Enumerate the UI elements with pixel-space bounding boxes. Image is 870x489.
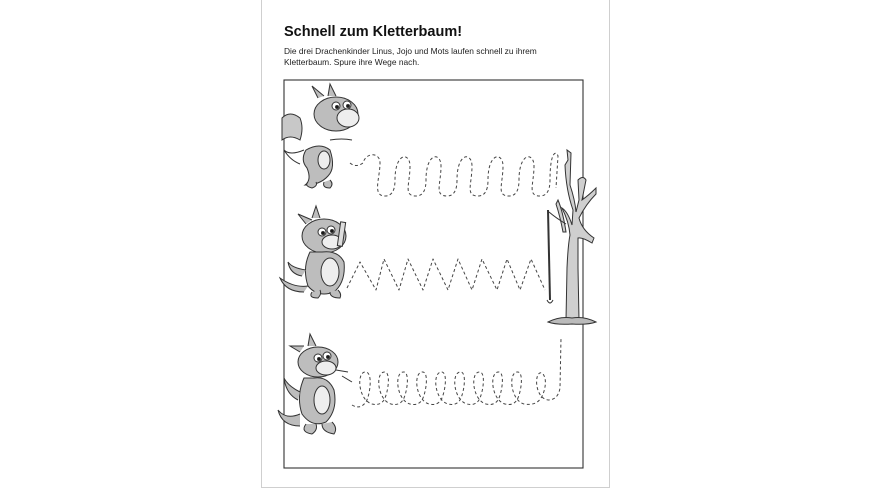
- tracing-path-loops-down[interactable]: [352, 338, 561, 407]
- tracing-path-loops-up[interactable]: [350, 153, 558, 196]
- dragon-icon-linus: [282, 84, 359, 188]
- dragon-icon-jojo: [280, 206, 346, 298]
- bare-tree-icon: [548, 150, 596, 324]
- tracing-path-zigzag[interactable]: [347, 259, 545, 290]
- page-title: Schnell zum Kletterbaum!: [284, 24, 463, 40]
- dragon-icon-mots: [278, 334, 352, 434]
- instruction-text: Die drei Drachenkinder Linus, Jojo und Mots laufen schnell zu ihrem Kletterbaum. Spure ihre Wege nach.: [284, 46, 537, 67]
